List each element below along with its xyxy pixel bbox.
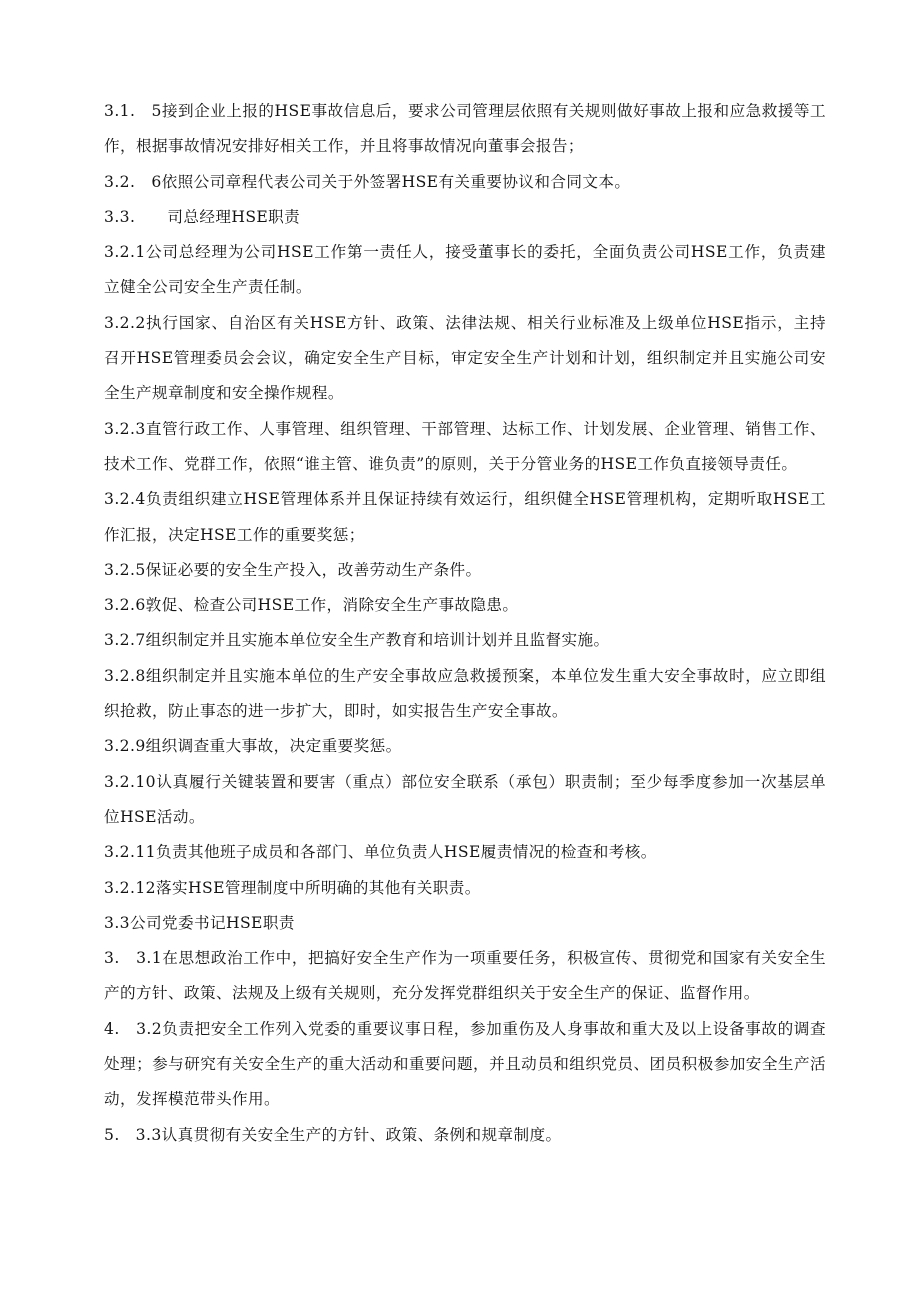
paragraph-3-2-1: 3.2.1公司总经理为公司HSE工作第一责任人，接受董事长的委托，全面负责公司HSE工作，负责建立健全公司安全生产责任制。 <box>104 243 826 297</box>
paragraph-3-3-1: 3. 3.1在思想政治工作中，把搞好安全生产作为一项重要任务，积极宣传、贯彻党和国家有关安全生产的方针、政策、法规及上级有关规则，充分发挥党群组织关于安全生产的保证、监督作用。 <box>104 949 826 1003</box>
section-heading-party-secretary: 3.3公司党委书记HSE职责 <box>104 913 295 932</box>
paragraph-3-2-7: 3.2.7组织制定并且实施本单位安全生产教育和培训计划并且监督实施。 <box>104 631 610 650</box>
paragraph-3-1-5: 3.1. 5接到企业上报的HSE事故信息后，要求公司管理层依照有关规则做好事故上报和应急救援等工作，根据事故情况安排好相关工作，并且将事故情况向董事会报告； <box>104 102 826 156</box>
paragraph-3-2-6b: 3.2.6敦促、检查公司HSE工作，消除安全生产事故隐患。 <box>104 596 519 615</box>
paragraph-3-2-8: 3.2.8组织制定并且实施本单位的生产安全事故应急救援预案，本单位发生重大安全事故时，应立即组织抢救，防止事态的进一步扩大，即时，如实报告生产安全事故。 <box>104 666 826 721</box>
paragraph-3-2-2: 3.2.2执行国家、自治区有关HSE方针、政策、法律法规、相关行业标准及上级单位HSE指示，主持召开HSE管理委员会会议，确定安全生产目标，审定安全生产计划和计划，组织制定并且实施公司安全生产规章制度和安全操作规程。 <box>104 313 826 403</box>
paragraph-3-2-12: 3.2.12落实HSE管理制度中所明确的其他有关职责。 <box>104 878 481 897</box>
paragraph-3-2-10: 3.2.10认真履行关键装置和要害（重点）部位安全联系（承包）职责制；至少每季度参加一次基层单位HSE活动。 <box>104 772 826 826</box>
paragraph-3-3-3: 5. 3.3认真贯彻有关安全生产的方针、政策、条例和规章制度。 <box>104 1125 562 1144</box>
paragraph-3-2-3: 3.2.3直管行政工作、人事管理、组织管理、干部管理、达标工作、计划发展、企业管理、销售工作、技术工作、党群工作，依照“谁主管、谁负责”的原则，关于分管业务的HSE工作负直接领导责任。 <box>104 419 826 473</box>
paragraph-3-2-11: 3.2.11负责其他班子成员和各部门、单位负责人HSE履责情况的检查和考核。 <box>104 843 657 862</box>
paragraph-3-2-9: 3.2.9组织调查重大事故，决定重要奖惩。 <box>104 737 402 756</box>
paragraph-3-2-6: 3.2. 6依照公司章程代表公司关于外签署HSE有关重要协议和合同文本。 <box>104 172 631 191</box>
paragraph-3-3-2: 4. 3.2负责把安全工作列入党委的重要议事日程，参加重伤及人身事故和重大及以上设备事故的调查处理；参与研究有关安全生产的重大活动和重要问题，并且动员和组织党员、团员积极参加安全生产活动，发挥模范带头作用。 <box>104 1019 826 1109</box>
paragraph-3-2-4: 3.2.4负责组织建立HSE管理体系并且保证持续有效运行，组织健全HSE管理机构，定期听取HSE工作汇报，决定HSE工作的重要奖惩； <box>104 490 826 544</box>
document-body <box>104 94 826 1153</box>
section-heading-general-manager: 3.3. 司总经理HSE职责 <box>104 207 301 226</box>
paragraph-3-2-5: 3.2.5保证必要的安全生产投入，改善劳动生产条件。 <box>104 560 482 579</box>
